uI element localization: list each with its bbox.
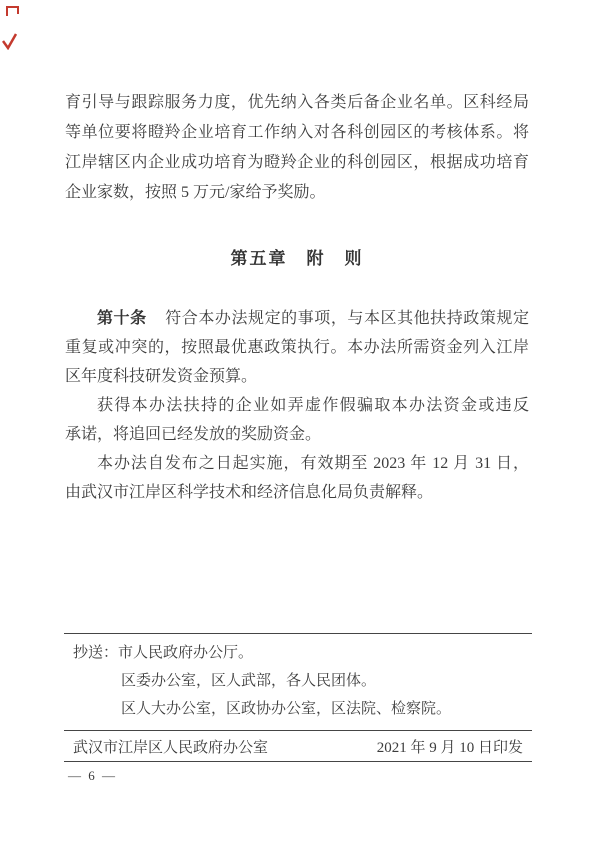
body-line: 由武汉市江岸区科学技术和经济信息化局负责解释。 [65, 484, 434, 501]
document-body [65, 88, 529, 507]
body-line [65, 304, 529, 333]
body-line: 本办法自发布之日起实施，有效期至 2023 年 12 月 31 日， [97, 455, 529, 472]
body-line: 区年度科技研发资金预算。 [65, 368, 258, 385]
body-line: 育引导与跟踪服务力度，优先纳入各类后备企业名单。区科经局 [65, 94, 529, 111]
body-line: 等单位要将瞪羚企业培育工作纳入对各科创园区的考核体系。将 [65, 124, 529, 141]
print-date: 2021 年 9 月 10 日印发 [376, 739, 523, 756]
paragraph-continued [65, 88, 529, 208]
body-line: 重复或冲突的，按照最优惠政策执行。本办法所需资金列入江岸 [65, 339, 529, 356]
issuing-office: 武汉市江岸区人民政府办公室 [73, 739, 269, 756]
cc-line: 抄送：市人民政府办公厅。 [73, 645, 254, 661]
body-line: 企业家数，按照 5 万元/家给予奖励。 [65, 184, 326, 201]
body-line: 获得本办法扶持的企业如弄虚作假骗取本办法资金或违反 [97, 397, 529, 414]
body-line: 江岸辖区内企业成功培育为瞪羚企业的科创园区，根据成功培育 [65, 154, 529, 171]
red-corner-mark-icon [6, 6, 20, 18]
red-check-mark-icon [2, 32, 18, 50]
article-number-label: 第十条 [97, 310, 147, 327]
validity-clause-paragraph [65, 449, 529, 507]
footer-divider-top [64, 633, 532, 634]
fraud-clause-paragraph [65, 391, 529, 449]
cc-line: 区委办公室，区人武部，各人民团体。 [121, 673, 377, 689]
body-line: 承诺，将追回已经发放的奖励资金。 [65, 426, 322, 443]
footer-divider-bottom [64, 761, 532, 762]
article-10-paragraph [65, 304, 529, 391]
imprint-row [65, 731, 532, 761]
cc-line: 区人大办公室，区政协办公室，区法院、检察院。 [121, 701, 452, 717]
article-line-text: 符合本办法规定的事项，与本区其他扶持政策规定 [164, 310, 529, 327]
chapter-heading: 第五章 附 则 [230, 249, 364, 268]
page-number: — 6 — [68, 768, 117, 783]
